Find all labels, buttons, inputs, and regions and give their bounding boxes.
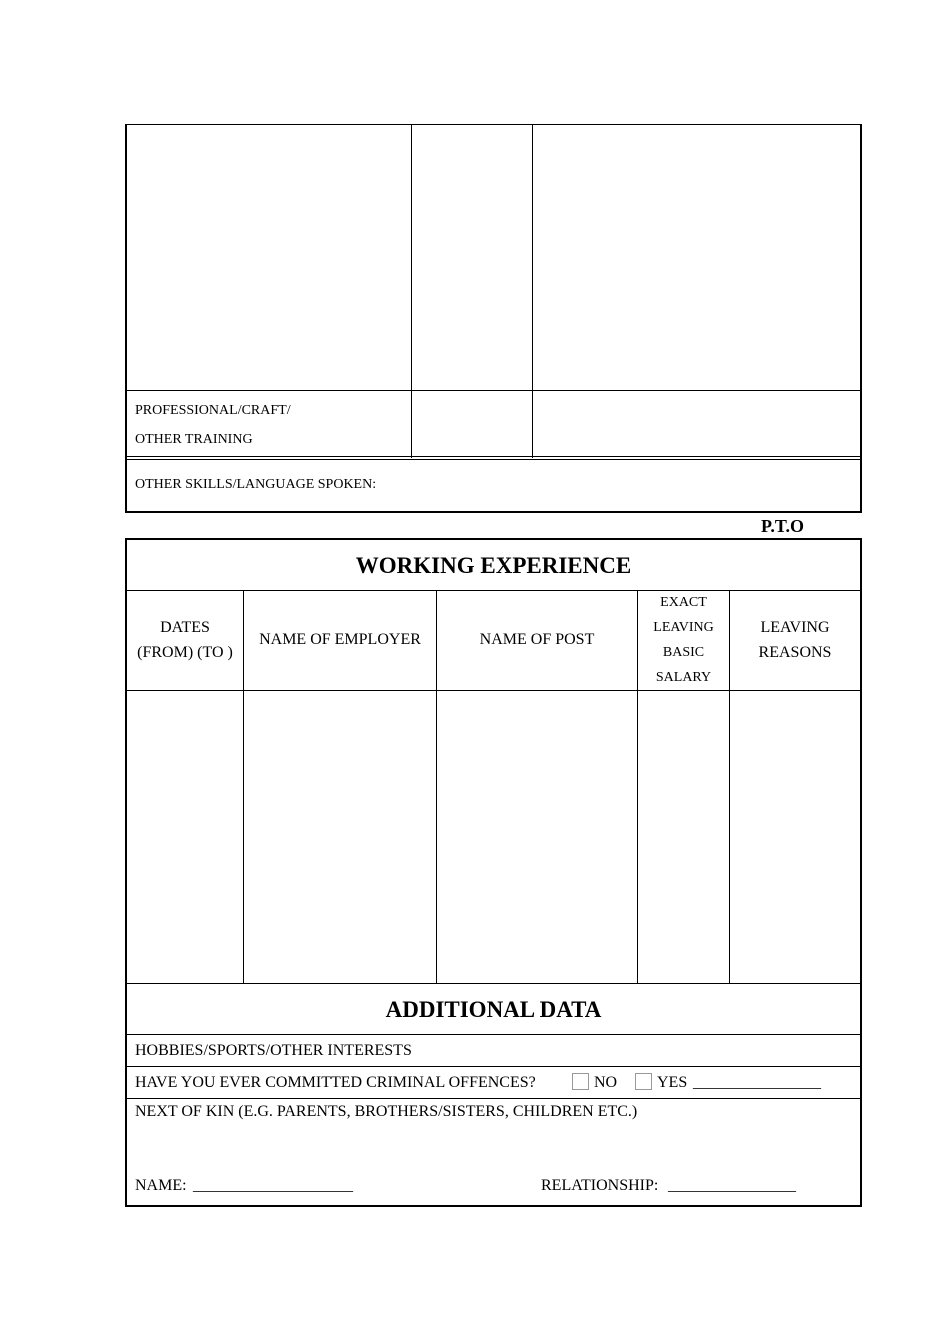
column-salary-line1: EXACT <box>660 595 707 610</box>
additional-data-title: ADDITIONAL DATA <box>385 997 602 1022</box>
relationship-label: RELATIONSHIP: <box>541 1177 659 1194</box>
other-skills-label: OTHER SKILLS/LANGUAGE SPOKEN: <box>135 477 377 492</box>
column-post: NAME OF POST <box>479 631 595 648</box>
kin-name-blank[interactable]: ____________________ <box>193 1177 353 1194</box>
education-cell-1[interactable] <box>127 125 411 390</box>
education-cell-2[interactable] <box>412 125 532 390</box>
column-salary-line2: LEAVING <box>653 620 714 635</box>
other-skills-field[interactable] <box>390 461 860 511</box>
column-employer: NAME OF EMPLOYER <box>259 631 421 648</box>
education-cell-3[interactable] <box>533 125 860 390</box>
no-label: NO <box>594 1074 618 1091</box>
column-dates: DATES <box>160 619 210 636</box>
training-duration-cell[interactable] <box>412 391 532 456</box>
hobbies-field[interactable] <box>430 1035 860 1066</box>
yes-label: YES <box>657 1074 688 1091</box>
pto-label: P.T.O <box>761 516 805 536</box>
kin-name-label: NAME: <box>135 1177 187 1194</box>
employer-entry-cell[interactable] <box>244 691 436 983</box>
post-entry-cell[interactable] <box>437 691 637 983</box>
reasons-entry-cell[interactable] <box>730 691 860 983</box>
professional-training-label: PROFESSIONAL/CRAFT/ <box>135 403 291 418</box>
column-reasons-cont: REASONS <box>758 644 832 661</box>
next-of-kin-label: NEXT OF KIN (E.G. PARENTS, BROTHERS/SISTERS, CHILDREN ETC.) <box>135 1103 638 1120</box>
criminal-offences-question: HAVE YOU EVER COMMITTED CRIMINAL OFFENCES? <box>135 1074 536 1091</box>
column-salary-line4: SALARY <box>655 670 712 685</box>
yes-checkbox[interactable] <box>635 1073 652 1090</box>
column-dates-range: (FROM) (TO ) <box>137 644 233 661</box>
column-salary-line3: BASIC <box>662 645 705 660</box>
professional-training-label-cont: OTHER TRAINING <box>135 432 253 447</box>
salary-entry-cell[interactable] <box>638 691 729 983</box>
training-details-cell[interactable] <box>533 391 860 456</box>
dates-entry-cell[interactable] <box>127 691 243 983</box>
hobbies-label: HOBBIES/SPORTS/OTHER INTERESTS <box>135 1042 412 1059</box>
yes-details-blank[interactable]: ________________ <box>693 1074 821 1091</box>
no-checkbox[interactable] <box>572 1073 589 1090</box>
relationship-blank[interactable]: ________________ <box>668 1177 796 1194</box>
column-reasons: LEAVING <box>760 619 830 636</box>
working-experience-title: WORKING EXPERIENCE <box>355 553 632 578</box>
